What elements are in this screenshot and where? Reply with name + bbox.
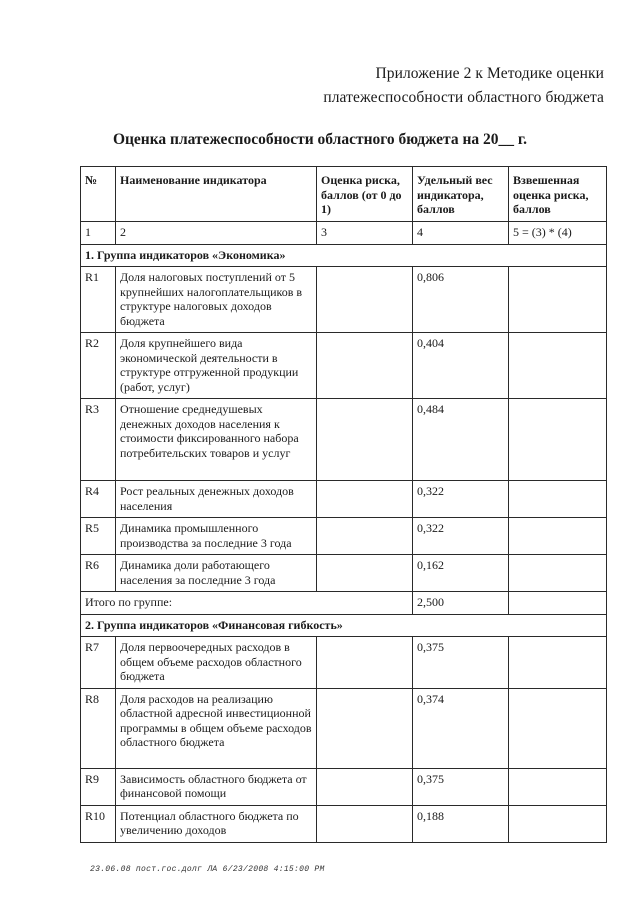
header-num: № — [81, 167, 116, 222]
row-weighted — [509, 518, 607, 555]
row-risk — [317, 399, 413, 481]
row-weight: 0,375 — [413, 768, 509, 805]
row-name: Потенциал областного бюджета по увеличению доходов — [116, 805, 317, 842]
appendix-line-2: платежеспособности областного бюджета — [323, 89, 604, 106]
row-weight: 0,374 — [413, 688, 509, 768]
row-risk — [317, 768, 413, 805]
row-num: R7 — [81, 637, 116, 689]
row-weighted — [509, 768, 607, 805]
row-risk — [317, 555, 413, 592]
row-risk — [317, 333, 413, 399]
row-weighted — [509, 805, 607, 842]
colnum-2: 2 — [116, 222, 317, 245]
colnum-5: 5 = (3) * (4) — [509, 222, 607, 245]
row-name: Рост реальных денежных доходов населения — [116, 481, 317, 518]
row-num: R3 — [81, 399, 116, 481]
row-num: R2 — [81, 333, 116, 399]
total-weight: 2,500 — [413, 592, 509, 615]
table-row — [81, 688, 607, 768]
row-weighted — [509, 637, 607, 689]
header-weight: Удельный вес индикатора, баллов — [413, 167, 509, 222]
row-risk — [317, 481, 413, 518]
group-1-total-row — [81, 592, 607, 615]
row-num: R8 — [81, 688, 116, 768]
table-row — [81, 333, 607, 399]
header-risk: Оценка риска, баллов (от 0 до 1) — [317, 167, 413, 222]
appendix-caption — [323, 62, 604, 110]
row-weight: 0,404 — [413, 333, 509, 399]
row-weight: 0,162 — [413, 555, 509, 592]
row-weight: 0,322 — [413, 481, 509, 518]
row-num: R10 — [81, 805, 116, 842]
total-label: Итого по группе: — [81, 592, 413, 615]
header-weighted: Взвешенная оценка риска, баллов — [509, 167, 607, 222]
row-risk — [317, 267, 413, 333]
row-name: Доля расходов на реализацию областной адресной инвестиционной программы в общем объеме расходов областного бюджета — [116, 688, 317, 768]
row-name: Отношение среднедушевых денежных доходов населения к стоимости фиксированного набора потребительских товаров и услуг — [116, 399, 317, 481]
table-header-row — [81, 167, 607, 222]
row-risk — [317, 637, 413, 689]
row-num: R6 — [81, 555, 116, 592]
row-risk — [317, 805, 413, 842]
row-name: Доля крупнейшего вида экономической деятельности в структуре отгруженной продукции (работ, услуг) — [116, 333, 317, 399]
row-num: R9 — [81, 768, 116, 805]
row-name: Доля первоочередных расходов в общем объеме расходов областного бюджета — [116, 637, 317, 689]
colnum-4: 4 — [413, 222, 509, 245]
row-weight: 0,375 — [413, 637, 509, 689]
row-weight: 0,188 — [413, 805, 509, 842]
row-weight: 0,806 — [413, 267, 509, 333]
group-1-title: 1. Группа индикаторов «Экономика» — [81, 244, 607, 267]
table-row — [81, 267, 607, 333]
row-weight: 0,484 — [413, 399, 509, 481]
row-num: R4 — [81, 481, 116, 518]
table-row — [81, 805, 607, 842]
group-1-header — [81, 244, 607, 267]
table-row — [81, 399, 607, 481]
row-num: R1 — [81, 267, 116, 333]
row-weight: 0,322 — [413, 518, 509, 555]
group-2-title: 2. Группа индикаторов «Финансовая гибкость» — [81, 614, 607, 637]
row-weighted — [509, 481, 607, 518]
row-weighted — [509, 267, 607, 333]
table-row — [81, 768, 607, 805]
table-row — [81, 481, 607, 518]
row-name: Зависимость областного бюджета от финансовой помощи — [116, 768, 317, 805]
row-weighted — [509, 688, 607, 768]
row-weighted — [509, 333, 607, 399]
row-name: Доля налоговых поступлений от 5 крупнейших налогоплательщиков в структуре налоговых доходов бюджета — [116, 267, 317, 333]
print-footer: 23.06.08 пост.гос.долг ЛА 6/23/2008 4:15:00 PM — [90, 865, 325, 874]
row-weighted — [509, 399, 607, 481]
colnum-1: 1 — [81, 222, 116, 245]
table-row — [81, 555, 607, 592]
total-weighted — [509, 592, 607, 615]
colnum-3: 3 — [317, 222, 413, 245]
row-weighted — [509, 555, 607, 592]
row-name: Динамика доли работающего населения за последние 3 года — [116, 555, 317, 592]
row-risk — [317, 518, 413, 555]
header-name: Наименование индикатора — [116, 167, 317, 222]
row-num: R5 — [81, 518, 116, 555]
document-title: Оценка платежеспособности областного бюджета на 20__ г. — [112, 131, 528, 148]
row-name: Динамика промышленного производства за последние 3 года — [116, 518, 317, 555]
appendix-line-1: Приложение 2 к Методике оценки — [375, 65, 604, 82]
table-row — [81, 518, 607, 555]
column-number-row — [81, 222, 607, 245]
row-risk — [317, 688, 413, 768]
group-2-header — [81, 614, 607, 637]
table-row — [81, 637, 607, 689]
indicator-table — [80, 166, 607, 843]
